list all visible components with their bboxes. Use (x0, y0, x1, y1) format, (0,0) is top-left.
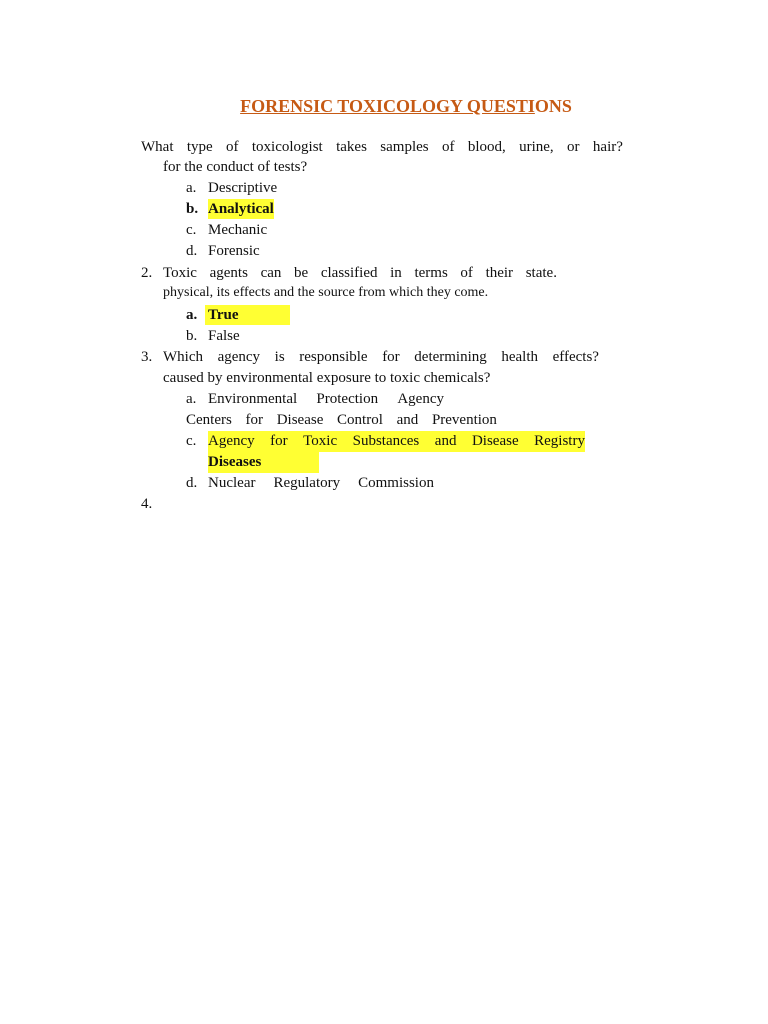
q3-option-c-line-2: Diseases (208, 454, 262, 470)
word: health (501, 349, 539, 365)
word: Environmental (208, 391, 298, 407)
word: hair? (592, 139, 623, 155)
word: agency (217, 349, 261, 365)
option-text-highlighted: True (208, 307, 239, 323)
option-text: Mechanic (208, 222, 268, 238)
word: for (382, 349, 400, 365)
word: of (460, 265, 473, 281)
option-letter: a. (186, 180, 197, 196)
question-2-number: 2. (141, 265, 153, 281)
question-3-line-1 (163, 347, 599, 367)
option-letter: d. (186, 243, 198, 259)
word: for (245, 412, 264, 428)
word: Centers (186, 412, 232, 428)
option-text-highlighted: Analytical (208, 201, 274, 217)
title-underlined-part: FORENSIC TOXICOLOGY QUESTI (240, 96, 535, 116)
word: for (270, 433, 288, 449)
word: Commission (358, 475, 434, 491)
word: type (186, 139, 213, 155)
option-text-highlighted (208, 431, 585, 451)
word: of (226, 139, 239, 155)
question-2-line-2: physical, its effects and the source from which they come. (163, 285, 489, 300)
question-3-number: 3. (141, 349, 153, 365)
page-title (0, 96, 768, 117)
question-2-line-1 (163, 263, 557, 283)
question-3-line-2: caused by environmental exposure to toxic chemicals? (163, 370, 491, 386)
option-letter: b. (186, 328, 198, 344)
word: responsible (299, 349, 368, 365)
word: Nuclear (208, 475, 256, 491)
word: of (441, 139, 455, 155)
question-4-number: 4. (141, 496, 153, 512)
option-text (208, 473, 434, 493)
word: terms (414, 265, 448, 281)
question-1-line-2: for the conduct of tests? (163, 159, 308, 175)
option-letter: a. (186, 307, 198, 323)
word: Prevention (431, 412, 497, 428)
word: Disease (276, 412, 324, 428)
word: in (390, 265, 402, 281)
option-letter: c. (186, 433, 197, 449)
word: Which (163, 349, 203, 365)
word: effects? (552, 349, 599, 365)
title-tail: ONS (534, 96, 572, 116)
word: blood, (467, 139, 506, 155)
option-text (208, 389, 444, 409)
word: takes (336, 139, 367, 155)
option-letter: d. (186, 475, 198, 491)
question-1-line-1 (141, 137, 623, 157)
option-letter: b. (186, 201, 199, 217)
word: What (141, 139, 174, 155)
word: and (396, 412, 419, 428)
q3-option-b-unlettered (186, 410, 497, 430)
word: Registry (534, 433, 585, 449)
word: agents (209, 265, 248, 281)
word: Toxic (303, 433, 338, 449)
word: Substances (352, 433, 420, 449)
word: Disease (471, 433, 519, 449)
word: state. (525, 265, 557, 281)
word: their (485, 265, 514, 281)
option-letter: a. (186, 391, 197, 407)
option-text: False (208, 328, 240, 344)
word: urine, (519, 139, 554, 155)
word: can (260, 265, 282, 281)
word: Agency (397, 391, 444, 407)
word: Agency (208, 433, 255, 449)
word: Protection (316, 391, 379, 407)
word: Control (337, 412, 383, 428)
word: be (294, 265, 309, 281)
word: classified (320, 265, 378, 281)
option-text: Forensic (208, 243, 260, 259)
word: or (567, 139, 580, 155)
word: is (274, 349, 285, 365)
word: Regulatory (273, 475, 341, 491)
option-text: Descriptive (208, 180, 278, 196)
word: samples (380, 139, 429, 155)
word: and (434, 433, 457, 449)
word: Toxic (163, 265, 197, 281)
word: determining (414, 349, 487, 365)
option-letter: c. (186, 222, 197, 238)
word: toxicologist (251, 139, 323, 155)
